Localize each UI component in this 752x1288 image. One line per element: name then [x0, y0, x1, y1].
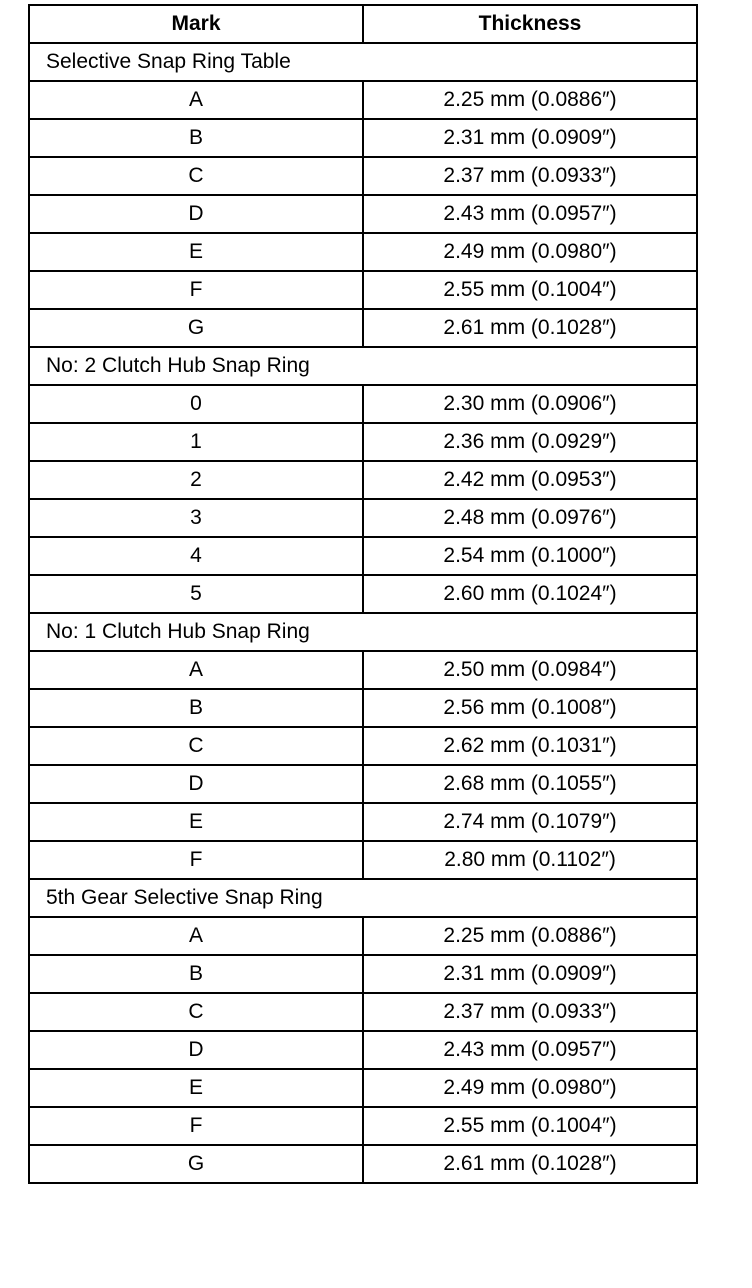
table-row [29, 841, 697, 879]
section-row [29, 347, 697, 385]
section-title: Selective Snap Ring Table [29, 43, 697, 81]
snap-ring-table [28, 4, 698, 1184]
mark-cell: E [29, 803, 363, 841]
table-row [29, 499, 697, 537]
table-row [29, 423, 697, 461]
thickness-cell: 2.55 mm (0.1004″) [363, 271, 697, 309]
table-row [29, 233, 697, 271]
section-title: No: 2 Clutch Hub Snap Ring [29, 347, 697, 385]
thickness-cell: 2.31 mm (0.0909″) [363, 119, 697, 157]
mark-cell: C [29, 993, 363, 1031]
thickness-cell: 2.68 mm (0.1055″) [363, 765, 697, 803]
table-row [29, 195, 697, 233]
thickness-cell: 2.42 mm (0.0953″) [363, 461, 697, 499]
thickness-cell: 2.25 mm (0.0886″) [363, 917, 697, 955]
mark-cell: A [29, 917, 363, 955]
mark-cell: C [29, 157, 363, 195]
mark-cell: B [29, 955, 363, 993]
thickness-cell: 2.62 mm (0.1031″) [363, 727, 697, 765]
thickness-cell: 2.60 mm (0.1024″) [363, 575, 697, 613]
mark-cell: D [29, 195, 363, 233]
table-row [29, 1145, 697, 1183]
thickness-cell: 2.49 mm (0.0980″) [363, 1069, 697, 1107]
table-row [29, 157, 697, 195]
mark-cell: 4 [29, 537, 363, 575]
thickness-cell: 2.30 mm (0.0906″) [363, 385, 697, 423]
mark-cell: G [29, 1145, 363, 1183]
table-row [29, 271, 697, 309]
table-row [29, 1107, 697, 1145]
table-row [29, 955, 697, 993]
mark-cell: D [29, 765, 363, 803]
table-row [29, 765, 697, 803]
table-row [29, 119, 697, 157]
mark-cell: E [29, 1069, 363, 1107]
table-body [29, 43, 697, 1183]
mark-cell: G [29, 309, 363, 347]
thickness-cell: 2.31 mm (0.0909″) [363, 955, 697, 993]
thickness-cell: 2.80 mm (0.1102″) [363, 841, 697, 879]
mark-cell: B [29, 689, 363, 727]
mark-cell: 1 [29, 423, 363, 461]
mark-cell: F [29, 841, 363, 879]
thickness-cell: 2.36 mm (0.0929″) [363, 423, 697, 461]
thickness-cell: 2.74 mm (0.1079″) [363, 803, 697, 841]
mark-cell: 3 [29, 499, 363, 537]
section-title: No: 1 Clutch Hub Snap Ring [29, 613, 697, 651]
table-row [29, 993, 697, 1031]
thickness-cell: 2.43 mm (0.0957″) [363, 1031, 697, 1069]
mark-cell: D [29, 1031, 363, 1069]
mark-column-header: Mark [29, 5, 363, 43]
table-row [29, 309, 697, 347]
table-row [29, 385, 697, 423]
table-row [29, 81, 697, 119]
thickness-cell: 2.43 mm (0.0957″) [363, 195, 697, 233]
thickness-cell: 2.37 mm (0.0933″) [363, 993, 697, 1031]
mark-cell: 5 [29, 575, 363, 613]
thickness-cell: 2.48 mm (0.0976″) [363, 499, 697, 537]
thickness-cell: 2.54 mm (0.1000″) [363, 537, 697, 575]
table-header [29, 5, 697, 43]
thickness-cell: 2.25 mm (0.0886″) [363, 81, 697, 119]
thickness-cell: 2.55 mm (0.1004″) [363, 1107, 697, 1145]
thickness-cell: 2.61 mm (0.1028″) [363, 1145, 697, 1183]
table-row [29, 575, 697, 613]
section-title: 5th Gear Selective Snap Ring [29, 879, 697, 917]
thickness-column-header: Thickness [363, 5, 697, 43]
thickness-cell: 2.61 mm (0.1028″) [363, 309, 697, 347]
table-row [29, 651, 697, 689]
mark-cell: F [29, 271, 363, 309]
thickness-cell: 2.49 mm (0.0980″) [363, 233, 697, 271]
table-row [29, 537, 697, 575]
mark-cell: 0 [29, 385, 363, 423]
table-row [29, 803, 697, 841]
table-row [29, 917, 697, 955]
header-row [29, 5, 697, 43]
mark-cell: 2 [29, 461, 363, 499]
mark-cell: C [29, 727, 363, 765]
table-row [29, 727, 697, 765]
table-row [29, 689, 697, 727]
thickness-cell: 2.37 mm (0.0933″) [363, 157, 697, 195]
mark-cell: A [29, 651, 363, 689]
thickness-cell: 2.56 mm (0.1008″) [363, 689, 697, 727]
section-row [29, 879, 697, 917]
mark-cell: A [29, 81, 363, 119]
table-row [29, 1069, 697, 1107]
mark-cell: B [29, 119, 363, 157]
table-row [29, 461, 697, 499]
thickness-cell: 2.50 mm (0.0984″) [363, 651, 697, 689]
mark-cell: E [29, 233, 363, 271]
table-row [29, 1031, 697, 1069]
section-row [29, 43, 697, 81]
mark-cell: F [29, 1107, 363, 1145]
section-row [29, 613, 697, 651]
